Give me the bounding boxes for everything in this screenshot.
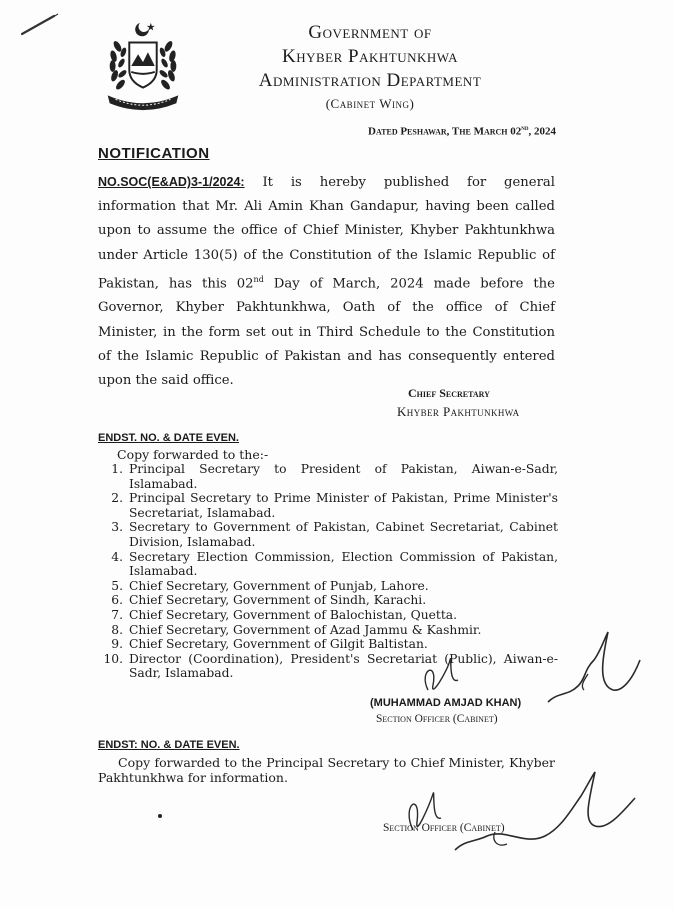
signatory-designation-1: Section Officer (Cabinet) — [376, 713, 498, 725]
notification-reference: NO.SOC(E&AD)3-1/2024: — [98, 175, 245, 189]
list-item-number: 3. — [111, 520, 123, 535]
signatory-title: Chief Secretary — [408, 386, 490, 400]
list-item-text: Principal Secretary to Prime Minister of Pakistan, Prime Minister's Secretariat, Islamabad. — [129, 491, 558, 520]
notification-text-a: It is hereby published for general information that Mr. Ali Amin Khan Gandapur, having been called upon to assume the office of Chief Minister, Khyber Pakhtunkhwa under Article 130(5) of the Constitution of the Islamic Republic of Pakistan, has this 02 — [98, 175, 555, 292]
list-item-text: Chief Secretary, Government of Punjab, Lahore. — [129, 578, 429, 593]
signatory-name: (MUHAMMAD AMJAD KHAN) — [370, 697, 522, 709]
signature-2-icon — [395, 770, 645, 860]
pen-mark-decoration — [20, 10, 60, 40]
endorsement-heading-2: ENDST: NO. & DATE EVEN. — [98, 739, 240, 751]
header-province: Khyber Pakhtunkhwa — [282, 46, 458, 67]
date-text: Dated Peshawar, The March 02 — [368, 125, 522, 138]
list-item-text: Secretary Election Commission, Election Commission of Pakistan, Islamabad. — [129, 549, 558, 579]
list-item — [96, 608, 558, 623]
list-item-text: Chief Secretary, Government of Balochistan, Quetta. — [129, 607, 458, 622]
list-item — [96, 462, 558, 491]
date-suffix: nd — [521, 124, 529, 132]
list-item-text: Chief Secretary, Government of Gilgit Baltistan. — [129, 637, 428, 652]
list-item — [96, 593, 558, 608]
header-wing: (Cabinet Wing) — [325, 96, 415, 111]
list-item-number: 7. — [111, 607, 123, 622]
signatory-office: Khyber Pakhtunkhwa — [397, 404, 520, 419]
list-item — [96, 491, 558, 520]
list-item-number: 5. — [111, 578, 123, 593]
endorsement-2-text: Copy forwarded to the Principal Secretary to Chief Minister, Khyber Pakhtunkhwa for information. — [98, 755, 555, 785]
ink-dot-decoration — [158, 814, 162, 818]
endorsement-intro: Copy forwarded to the:- — [117, 447, 269, 462]
list-item-number: 10. — [103, 651, 123, 666]
list-item-number: 6. — [111, 593, 123, 608]
endorsement-heading-1: ENDST. NO. & DATE EVEN. — [98, 432, 239, 444]
date-line — [368, 124, 556, 138]
notification-body — [98, 170, 555, 393]
date-year: , 2024 — [528, 125, 556, 138]
list-item-text: Chief Secretary, Government of Sindh, Karachi. — [129, 593, 427, 608]
header-department: Administration Department — [258, 70, 482, 91]
header-government: Government of — [308, 22, 432, 43]
list-item — [96, 550, 558, 579]
list-item — [96, 520, 558, 549]
list-item-text: Director (Coordination), President's Secretariat (Public), Aiwan-e-Sadr, Islamabad. — [129, 651, 558, 681]
list-item-number: 8. — [111, 622, 123, 637]
notification-text-b: Day of March, 2024 made before the Governor, Khyber Pakhtunkhwa, Oath of the office of Chief Minister, in the form set out in Third Schedule to the Constitution of the Islamic Republic of Pakistan and has consequently entered upon the said office. — [98, 276, 555, 389]
list-item-number: 1. — [111, 462, 123, 476]
list-item — [96, 579, 558, 594]
list-item-number: 4. — [111, 549, 123, 564]
government-emblem-icon — [94, 16, 192, 116]
list-item-number: 9. — [111, 637, 123, 652]
signatory-designation-2: Section Officer (Cabinet) — [383, 822, 505, 834]
list-item-text: Chief Secretary, Government of Azad Jammu & Kashmir. — [129, 622, 482, 637]
notification-heading: NOTIFICATION — [98, 145, 210, 162]
list-item-number: 2. — [111, 491, 123, 506]
list-item-text: Secretary to Government of Pakistan, Cabinet Secretariat, Cabinet Division, Islamabad. — [129, 520, 558, 549]
list-item-text: Principal Secretary to President of Pakistan, Aiwan-e-Sadr, Islamabad. — [129, 462, 558, 491]
notification-text-sup: nd — [253, 274, 264, 284]
